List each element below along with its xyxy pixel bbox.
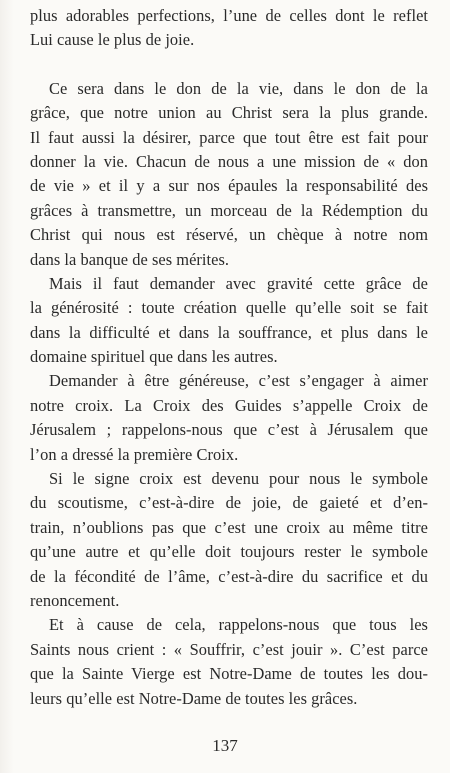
text-line: Lui cause le plus de joie. [30,30,195,50]
text-line: leurs qu’elle est Notre-Dame de toutes les grâces. [30,688,358,708]
text-line: Demander à être généreuse, c’est s’engager à aimer [49,371,428,391]
text-line: dans la difficulté et dans la souffrance, et plus dans le [30,322,428,342]
text-line: que la Sainte Vierge est Notre-Dame de toutes les dou- [30,664,428,684]
text-line: qu’une autre et qu’elle doit toujours rester le symbole [30,542,428,562]
paragraph-2 [30,77,428,272]
body-text [30,4,428,711]
text-line: la générosité : toute création quelle qu’elle soit se fait [30,298,428,318]
text-line: grâces à transmettre, un morceau de la Rédemption du [30,200,428,220]
text-line: notre croix. La Croix des Guides s’appelle Croix de [30,395,428,415]
text-line: dans la banque de ses mérites. [30,249,230,269]
text-line: de vie » et il y a sur nos épaules la responsabilité des [30,176,428,196]
text-line: du scoutisme, c’est-à-dire de joie, de gaieté et d’en- [30,493,428,513]
text-line: Il faut aussi la désirer, parce que tout être est fait pour [30,127,428,147]
page-number: 137 [212,736,238,755]
text-line: de la fécondité de l’âme, c’est-à-dire du sacrifice et du [30,566,428,586]
paragraph-4 [30,369,428,467]
paragraph-1 [30,4,428,53]
text-line: Mais il faut demander avec gravité cette grâce de [49,273,428,293]
paragraph-3 [30,272,428,370]
text-line: plus adorables perfections, l’une de celles dont le reflet [30,6,428,25]
text-line: l’on a dressé la première Croix. [30,444,239,464]
text-line: Saints nous crient : « Souffrir, c’est jouir ». C’est parce [30,639,428,659]
paragraph-5 [30,467,428,613]
paragraph-spacer [30,53,428,77]
text-line: Si le signe croix est devenu pour nous le symbole [49,469,428,489]
text-line: grâce, que notre union au Christ sera la plus grande. [30,103,428,123]
text-line: donner la vie. Chacun de nous a une mission de « don [30,151,428,171]
text-line: Jérusalem ; rappelons-nous que c’est à Jérusalem que [30,420,428,440]
text-line: Christ qui nous est réservé, un chèque à notre nom [30,225,428,245]
text-line: Et à cause de cela, rappelons-nous que tous les [49,615,428,635]
text-line: Ce sera dans le don de la vie, dans le don de la [49,78,428,98]
paragraph-6 [30,613,428,711]
text-line: train, n’oublions pas que c’est une croix au même titre [30,517,428,537]
text-line: domaine spirituel que dans les autres. [30,347,278,367]
text-line: renoncement. [30,590,120,610]
